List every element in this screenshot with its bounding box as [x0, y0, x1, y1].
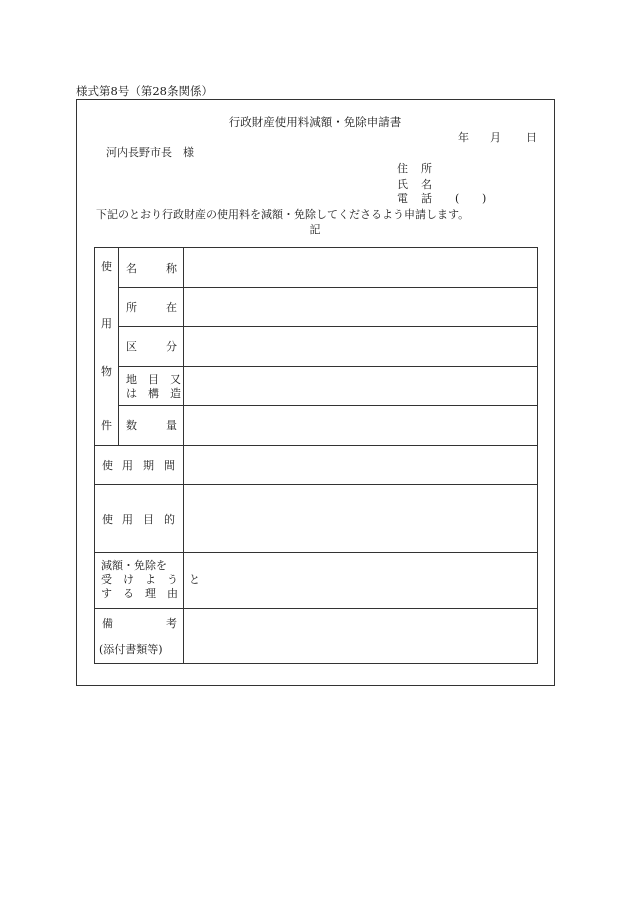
purpose-label: 使 — [102, 513, 113, 526]
column-divider — [118, 248, 119, 445]
category-label: 分 — [166, 340, 177, 353]
reason-label: す る 理 由 — [101, 587, 178, 600]
period-label: 間 — [164, 459, 175, 472]
date-year-label: 年 — [458, 131, 469, 144]
form-number-label: 様式第8号（第28条関係） — [76, 84, 213, 98]
purpose-label: 的 — [164, 513, 175, 526]
category-label: 区 — [126, 340, 137, 353]
group-label-char: 用 — [101, 317, 112, 330]
land-structure-label: は 構 造 — [126, 387, 181, 400]
land-structure-input[interactable] — [184, 367, 538, 405]
group-label-char: 件 — [101, 419, 112, 432]
remarks-note: (添付書類等) — [99, 643, 163, 656]
location-label: 所 — [126, 301, 137, 314]
remarks-input[interactable] — [184, 609, 538, 664]
phone-label-1: 電 — [397, 192, 408, 205]
purpose-label: 目 — [143, 513, 154, 526]
request-text: 下記のとおり行政財産の使用料を減額・免除してくださるよう申請します。 — [96, 208, 470, 221]
phone-label-2: 話 — [421, 192, 432, 205]
address-label-2: 所 — [421, 162, 432, 175]
location-input[interactable] — [184, 288, 538, 326]
period-label: 使 — [102, 459, 113, 472]
name-label: 称 — [166, 262, 177, 275]
location-label: 在 — [166, 301, 177, 314]
category-input[interactable] — [184, 327, 538, 366]
land-structure-label: 地 目 又 — [126, 373, 181, 386]
purpose-label: 用 — [122, 513, 133, 526]
period-input[interactable] — [184, 446, 538, 484]
remarks-label: 備 — [102, 617, 113, 630]
reason-label: 受 け よ う と — [101, 573, 200, 586]
name-label: 名 — [126, 262, 137, 275]
form-title: 行政財産使用料減額・免除申請書 — [228, 115, 402, 129]
reason-input[interactable] — [184, 553, 538, 608]
phone-paren-close: ) — [482, 192, 487, 205]
name-input[interactable] — [184, 248, 538, 287]
group-label-char: 物 — [101, 365, 112, 378]
quantity-label: 量 — [166, 419, 177, 432]
period-label: 期 — [143, 459, 154, 472]
purpose-input[interactable] — [184, 485, 538, 552]
name-label-1: 氏 — [397, 178, 408, 191]
ki-heading: 記 — [309, 223, 321, 236]
date-month-label: 月 — [490, 131, 501, 144]
quantity-label: 数 — [126, 419, 137, 432]
reason-label: 減額・免除を — [101, 559, 167, 572]
date-day-label: 日 — [526, 131, 537, 144]
period-label: 用 — [122, 459, 133, 472]
application-table — [94, 247, 538, 664]
remarks-label: 考 — [166, 617, 177, 630]
address-label-1: 住 — [397, 162, 408, 175]
addressee: 河内長野市長 様 — [106, 146, 194, 159]
phone-paren-open: ( — [455, 192, 460, 205]
quantity-input[interactable] — [184, 406, 538, 445]
name-label-2: 名 — [421, 178, 432, 191]
group-label-char: 使 — [101, 260, 112, 273]
